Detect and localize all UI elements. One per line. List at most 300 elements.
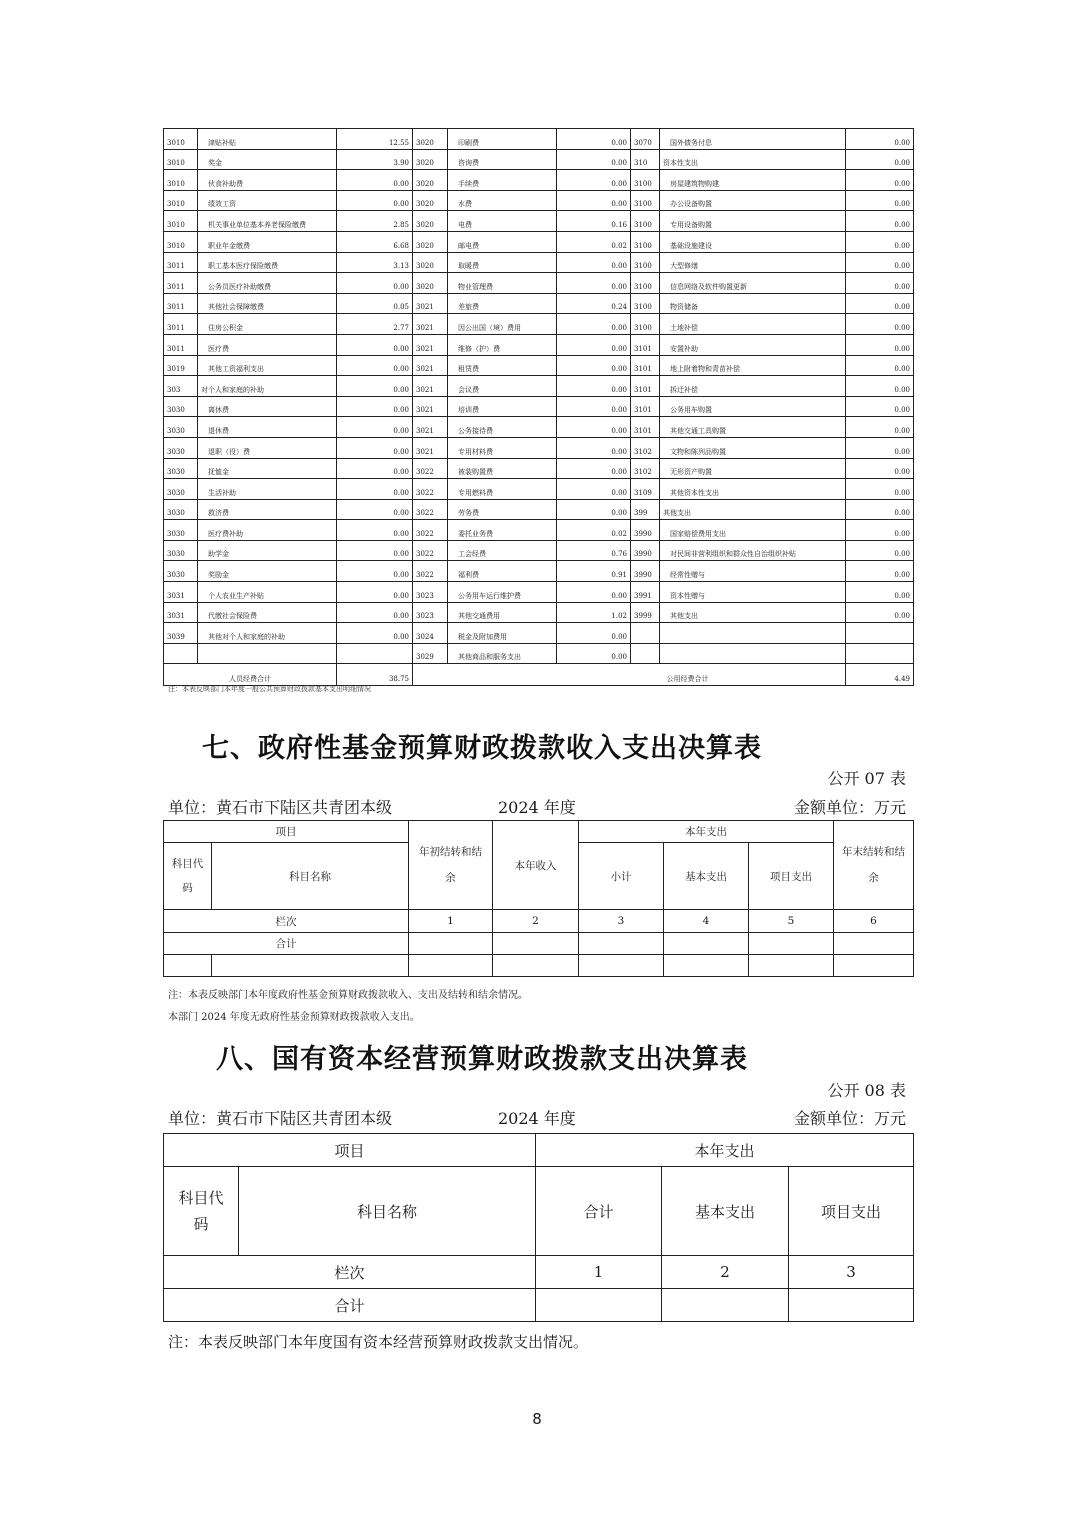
- account-name: 公务用车购置: [660, 396, 846, 417]
- account-name: 医疗费补助: [198, 520, 337, 541]
- account-name: 绩效工资: [198, 190, 337, 211]
- account-name: 助学金: [198, 540, 337, 561]
- account-name: 资本性支出: [660, 149, 846, 170]
- account-code: [164, 643, 198, 664]
- amount: 0.00: [846, 561, 914, 582]
- account-code: 3100: [631, 211, 660, 232]
- account-code: 3030: [164, 540, 198, 561]
- account-name: 退休费: [198, 417, 337, 438]
- account-name: 个人农业生产补贴: [198, 582, 337, 603]
- account-code: 399: [631, 499, 660, 520]
- empty-cell: [536, 1289, 662, 1322]
- amount: 0.00: [846, 540, 914, 561]
- amount: 0.00: [557, 417, 631, 438]
- amount: 3.13: [337, 252, 413, 273]
- table-row: [164, 582, 914, 603]
- account-code: 3990: [631, 561, 660, 582]
- amount: 0.00: [337, 602, 413, 623]
- account-code: 3021: [413, 376, 448, 397]
- account-code: 3011: [164, 334, 198, 355]
- amount: 0.00: [337, 458, 413, 479]
- table-row: [164, 437, 914, 458]
- section8-money-unit: 金额单位：万元: [793, 1109, 906, 1128]
- account-name: 基础设施建设: [660, 231, 846, 252]
- account-code: 3030: [164, 561, 198, 582]
- account-code: 3101: [631, 396, 660, 417]
- account-code: 303: [164, 376, 198, 397]
- amount: 0.00: [846, 520, 914, 541]
- section7-year: 2024 年度: [498, 798, 576, 817]
- account-code: 3030: [164, 458, 198, 479]
- column-number: 4: [664, 910, 749, 933]
- amount: 0.00: [337, 170, 413, 191]
- amount: 0.00: [337, 273, 413, 294]
- amount: 0.02: [557, 520, 631, 541]
- amount: 0.00: [557, 170, 631, 191]
- account-name: [198, 643, 337, 664]
- account-code: 3022: [413, 540, 448, 561]
- empty-cell: [579, 955, 664, 977]
- account-code: 3021: [413, 417, 448, 438]
- header-begin-balance: 年初结转和结余: [409, 821, 493, 910]
- amount: 0.00: [557, 582, 631, 603]
- section7-money-unit: 金额单位：万元: [793, 798, 906, 817]
- account-name: 委托业务费: [448, 520, 557, 541]
- account-name: 医疗费: [198, 334, 337, 355]
- table6-note: 注：本表反映部门本年度一般公共预算财政拨款基本支出明细情况: [168, 685, 371, 693]
- amount: 0.00: [846, 458, 914, 479]
- amount: 0.00: [846, 273, 914, 294]
- amount: 0.00: [557, 437, 631, 458]
- account-name: 生活补助: [198, 479, 337, 500]
- table-row: [164, 129, 914, 150]
- empty-cell: [789, 1289, 914, 1322]
- table-row: [164, 479, 914, 500]
- account-name: 房屋建筑物购建: [660, 170, 846, 191]
- account-name: 税金及附加费用: [448, 623, 557, 644]
- section8-meta: [168, 1106, 906, 1128]
- account-code: 3023: [413, 602, 448, 623]
- account-name: 对民间非营利组织和群众性自治组织补贴: [660, 540, 846, 561]
- table-header-row: [164, 1134, 914, 1167]
- amount: 0.00: [337, 417, 413, 438]
- amount: 0.16: [557, 211, 631, 232]
- empty-cell: [409, 933, 493, 955]
- amount: 0.00: [846, 437, 914, 458]
- section7-note1: 注：本表反映部门本年度政府性基金预算财政拨款收入、支出及结转和结余情况。: [168, 990, 528, 1001]
- amount: 0.00: [337, 334, 413, 355]
- personnel-total-value: 38.75: [337, 664, 413, 686]
- account-code: 3030: [164, 499, 198, 520]
- account-name: 公务用车运行维护费: [448, 582, 557, 603]
- account-name: 国家赔偿费用支出: [660, 520, 846, 541]
- empty-cell: [493, 955, 579, 977]
- header-code: 科目代码: [164, 843, 212, 910]
- account-code: 3991: [631, 582, 660, 603]
- account-code: 3100: [631, 252, 660, 273]
- account-code: [631, 643, 660, 664]
- amount: 0.00: [557, 129, 631, 150]
- account-code: 3022: [413, 561, 448, 582]
- table-row: [164, 623, 914, 644]
- account-name: 职工基本医疗保险缴费: [198, 252, 337, 273]
- amount: 0.00: [846, 314, 914, 335]
- account-code: 3011: [164, 293, 198, 314]
- account-code: 3030: [164, 437, 198, 458]
- account-code: 3030: [164, 520, 198, 541]
- column-number: 5: [749, 910, 834, 933]
- amount: 0.00: [337, 540, 413, 561]
- amount: 2.77: [337, 314, 413, 335]
- account-code: 3102: [631, 458, 660, 479]
- table-row: [164, 499, 914, 520]
- account-name: 会议费: [448, 376, 557, 397]
- amount: 0.00: [557, 273, 631, 294]
- account-code: 3100: [631, 170, 660, 191]
- amount: 0.00: [846, 479, 914, 500]
- amount: 0.00: [846, 211, 914, 232]
- account-name: 因公出国（境）费用: [448, 314, 557, 335]
- header-total: 合计: [536, 1167, 662, 1256]
- account-name: 专用燃料费: [448, 479, 557, 500]
- table-row: [164, 602, 914, 623]
- account-code: 3021: [413, 334, 448, 355]
- amount: 0.00: [337, 479, 413, 500]
- account-code: 3030: [164, 479, 198, 500]
- column-number: 1: [536, 1256, 662, 1289]
- account-name: 奖金: [198, 149, 337, 170]
- table-row: [164, 540, 914, 561]
- account-code: 3100: [631, 231, 660, 252]
- amount: 0.00: [557, 314, 631, 335]
- header-end-balance: 年末结转和结余: [834, 821, 914, 910]
- account-name: 津贴补贴: [198, 129, 337, 150]
- account-code: 3021: [413, 314, 448, 335]
- account-name: 大型修缮: [660, 252, 846, 273]
- empty-cell: [662, 1289, 789, 1322]
- detail-table-body: [164, 129, 914, 686]
- header-name: 科目名称: [239, 1167, 536, 1256]
- account-code: 3020: [413, 211, 448, 232]
- account-code: 3011: [164, 252, 198, 273]
- column-number-row: [164, 1256, 914, 1289]
- account-name: 其他资本性支出: [660, 479, 846, 500]
- header-basic: 基本支出: [662, 1167, 789, 1256]
- account-code: 3022: [413, 479, 448, 500]
- amount: 0.00: [557, 643, 631, 664]
- account-code: 3020: [413, 252, 448, 273]
- account-name: 其他工资福利支出: [198, 355, 337, 376]
- account-code: 3020: [413, 190, 448, 211]
- account-code: 3070: [631, 129, 660, 150]
- empty-cell: [212, 955, 409, 977]
- account-name: 物资储备: [660, 293, 846, 314]
- table-row: [164, 190, 914, 211]
- account-code: 3020: [413, 149, 448, 170]
- account-code: [631, 623, 660, 644]
- column-number: 3: [579, 910, 664, 933]
- header-basic: 基本支出: [664, 843, 749, 910]
- amount: 0.05: [337, 293, 413, 314]
- account-code: 3022: [413, 499, 448, 520]
- empty-cell: [164, 955, 212, 977]
- account-code: 310: [631, 149, 660, 170]
- total-row: [164, 933, 914, 955]
- table-total-row: [164, 664, 914, 686]
- account-code: 3010: [164, 129, 198, 150]
- government-fund-table: [163, 820, 914, 977]
- account-name: 抚恤金: [198, 458, 337, 479]
- table-row: [164, 293, 914, 314]
- amount: 0.00: [557, 396, 631, 417]
- empty-cell: [579, 933, 664, 955]
- amount: 0.00: [846, 396, 914, 417]
- table-row: [164, 211, 914, 232]
- empty-cell: [834, 955, 914, 977]
- amount: 0.00: [337, 437, 413, 458]
- account-name: 土地补偿: [660, 314, 846, 335]
- section7-note2: 本部门 2024 年度无政府性基金预算财政拨款收入支出。: [168, 1012, 420, 1023]
- account-code: 3990: [631, 540, 660, 561]
- account-code: 3010: [164, 190, 198, 211]
- account-name: 物业管理费: [448, 273, 557, 294]
- header-project: 项目支出: [749, 843, 834, 910]
- account-name: 代缴社会保险费: [198, 602, 337, 623]
- account-code: 3010: [164, 170, 198, 191]
- account-code: 3031: [164, 582, 198, 603]
- amount: 0.00: [846, 417, 914, 438]
- amount: 0.00: [337, 623, 413, 644]
- header-expense: 本年支出: [579, 821, 834, 843]
- account-name: 其他交通工具购置: [660, 417, 846, 438]
- header-subtotal: 小计: [579, 843, 664, 910]
- account-name: 电费: [448, 211, 557, 232]
- account-name: 其他交通费用: [448, 602, 557, 623]
- amount: 0.00: [337, 499, 413, 520]
- account-code: 3100: [631, 273, 660, 294]
- empty-cell: [749, 933, 834, 955]
- amount: 0.00: [557, 623, 631, 644]
- amount: 0.91: [557, 561, 631, 582]
- empty-cell: [409, 955, 493, 977]
- section7-title-text: 七、政府性基金预算财政拨款收入支出决算表: [202, 733, 762, 764]
- amount: 0.00: [557, 499, 631, 520]
- account-name: 文物和陈列品购置: [660, 437, 846, 458]
- amount: 0.00: [846, 334, 914, 355]
- column-row-label: 栏次: [164, 910, 409, 933]
- table-row: [164, 643, 914, 664]
- column-number: 3: [789, 1256, 914, 1289]
- account-name: 手续费: [448, 170, 557, 191]
- account-name: 奖励金: [198, 561, 337, 582]
- account-name: 经常性赠与: [660, 561, 846, 582]
- basic-expenditure-detail-table: [163, 128, 914, 686]
- account-code: 3029: [413, 643, 448, 664]
- account-code: 3990: [631, 520, 660, 541]
- account-name: 其他对个人和家庭的补助: [198, 623, 337, 644]
- account-code: 3031: [164, 602, 198, 623]
- account-code: 3021: [413, 437, 448, 458]
- amount: 0.00: [846, 149, 914, 170]
- amount: 0.02: [557, 231, 631, 252]
- account-code: 3022: [413, 458, 448, 479]
- account-name: 其他支出: [660, 499, 846, 520]
- table-row: [164, 334, 914, 355]
- amount: 12.55: [337, 129, 413, 150]
- account-code: 3023: [413, 582, 448, 603]
- amount: 0.00: [557, 149, 631, 170]
- section8-note: 注：本表反映部门本年度国有资本经营预算财政拨款支出情况。: [168, 1333, 589, 1351]
- state-capital-table: [163, 1133, 914, 1322]
- table-row: [164, 561, 914, 582]
- table-row: [164, 149, 914, 170]
- column-number: 6: [834, 910, 914, 933]
- account-name: 救济费: [198, 499, 337, 520]
- amount: 0.00: [846, 499, 914, 520]
- amount: 0.00: [557, 190, 631, 211]
- account-name: 拆迁补偿: [660, 376, 846, 397]
- account-name: 维修（护）费: [448, 334, 557, 355]
- account-name: 伙食补助费: [198, 170, 337, 191]
- account-name: 咨询费: [448, 149, 557, 170]
- account-name: 信息网络及软件购置更新: [660, 273, 846, 294]
- amount: 2.85: [337, 211, 413, 232]
- amount: 0.00: [846, 376, 914, 397]
- total-label: 合计: [164, 933, 409, 955]
- account-code: 3999: [631, 602, 660, 623]
- amount: 0.00: [846, 582, 914, 603]
- account-name: 印刷费: [448, 129, 557, 150]
- table-row: [164, 458, 914, 479]
- account-code: 3102: [631, 437, 660, 458]
- column-number-row: [164, 910, 914, 933]
- amount: 0.00: [846, 293, 914, 314]
- account-code: 3101: [631, 376, 660, 397]
- amount: 0.00: [846, 602, 914, 623]
- column-number: 2: [493, 910, 579, 933]
- section8-year: 2024 年度: [498, 1109, 576, 1128]
- account-code: 3101: [631, 334, 660, 355]
- account-code: 3100: [631, 314, 660, 335]
- amount: 0.00: [846, 129, 914, 150]
- amount: [846, 643, 914, 664]
- account-code: 3010: [164, 211, 198, 232]
- amount: 0.00: [846, 231, 914, 252]
- page-number: 8: [532, 1410, 542, 1428]
- account-name: 租赁费: [448, 355, 557, 376]
- empty-row: [164, 955, 914, 977]
- table-header-row: [164, 821, 914, 843]
- account-code: 3010: [164, 149, 198, 170]
- account-name: 退职（役）费: [198, 437, 337, 458]
- amount: 0.00: [846, 355, 914, 376]
- empty-cell: [664, 933, 749, 955]
- public-total-value: 4.49: [846, 664, 914, 686]
- account-name: 水费: [448, 190, 557, 211]
- account-name: 职业年金缴费: [198, 231, 337, 252]
- account-name: 劳务费: [448, 499, 557, 520]
- header-name: 科目名称: [212, 843, 409, 910]
- account-name: 福利费: [448, 561, 557, 582]
- account-name: 专用设备购置: [660, 211, 846, 232]
- amount: [337, 643, 413, 664]
- section7-meta: [168, 795, 906, 817]
- header-project: 项目支出: [789, 1167, 914, 1256]
- header-item: 项目: [164, 1134, 536, 1167]
- total-row: [164, 1289, 914, 1322]
- account-name: 其他支出: [660, 602, 846, 623]
- header-code: 科目代码: [164, 1167, 239, 1256]
- account-name: 机关事业单位基本养老保险缴费: [198, 211, 337, 232]
- amount: 0.00: [557, 355, 631, 376]
- account-name: 公务接待费: [448, 417, 557, 438]
- account-name: 公务员医疗补助缴费: [198, 273, 337, 294]
- account-name: 工会经费: [448, 540, 557, 561]
- account-name: 培训费: [448, 396, 557, 417]
- amount: 0.00: [557, 334, 631, 355]
- amount: 0.00: [337, 376, 413, 397]
- account-name: 其他商品和服务支出: [448, 643, 557, 664]
- account-name: 安置补助: [660, 334, 846, 355]
- section7-table-no: 公开 07 表: [827, 769, 906, 788]
- account-code: 3020: [413, 231, 448, 252]
- amount: 0.24: [557, 293, 631, 314]
- amount: 0.00: [846, 252, 914, 273]
- account-code: 3100: [631, 293, 660, 314]
- account-code: 3022: [413, 520, 448, 541]
- column-row-label: 栏次: [164, 1256, 536, 1289]
- amount: 6.68: [337, 231, 413, 252]
- account-code: 3011: [164, 273, 198, 294]
- account-name: 住房公积金: [198, 314, 337, 335]
- amount: 0.00: [337, 355, 413, 376]
- account-code: 3024: [413, 623, 448, 644]
- account-code: 3039: [164, 623, 198, 644]
- table-row: [164, 396, 914, 417]
- account-name: 资本性赠与: [660, 582, 846, 603]
- account-code: 3100: [631, 190, 660, 211]
- column-number: 2: [662, 1256, 789, 1289]
- amount: 0.00: [337, 396, 413, 417]
- account-name: 国外债务付息: [660, 129, 846, 150]
- personnel-total-label: 人员经费合计: [164, 664, 337, 686]
- public-total-label: 公用经费合计: [413, 664, 846, 686]
- amount: 0.00: [557, 458, 631, 479]
- total-label: 合计: [164, 1289, 536, 1322]
- amount: 0.00: [337, 190, 413, 211]
- account-name: 专用材料费: [448, 437, 557, 458]
- empty-cell: [834, 933, 914, 955]
- account-name: [660, 643, 846, 664]
- amount: 0.00: [557, 479, 631, 500]
- amount: 0.00: [846, 170, 914, 191]
- header-item: 项目: [164, 821, 409, 843]
- account-code: 3030: [164, 417, 198, 438]
- account-code: 3101: [631, 417, 660, 438]
- table-row: [164, 520, 914, 541]
- account-code: 3020: [413, 170, 448, 191]
- table-row: [164, 376, 914, 397]
- account-code: 3010: [164, 231, 198, 252]
- amount: 0.76: [557, 540, 631, 561]
- table-header-row: [164, 1167, 914, 1256]
- amount: 0.00: [557, 376, 631, 397]
- account-code: 3021: [413, 355, 448, 376]
- account-code: 3021: [413, 293, 448, 314]
- column-number: 1: [409, 910, 493, 933]
- header-income: 本年收入: [493, 821, 579, 910]
- section8-title: [0, 1037, 1074, 1076]
